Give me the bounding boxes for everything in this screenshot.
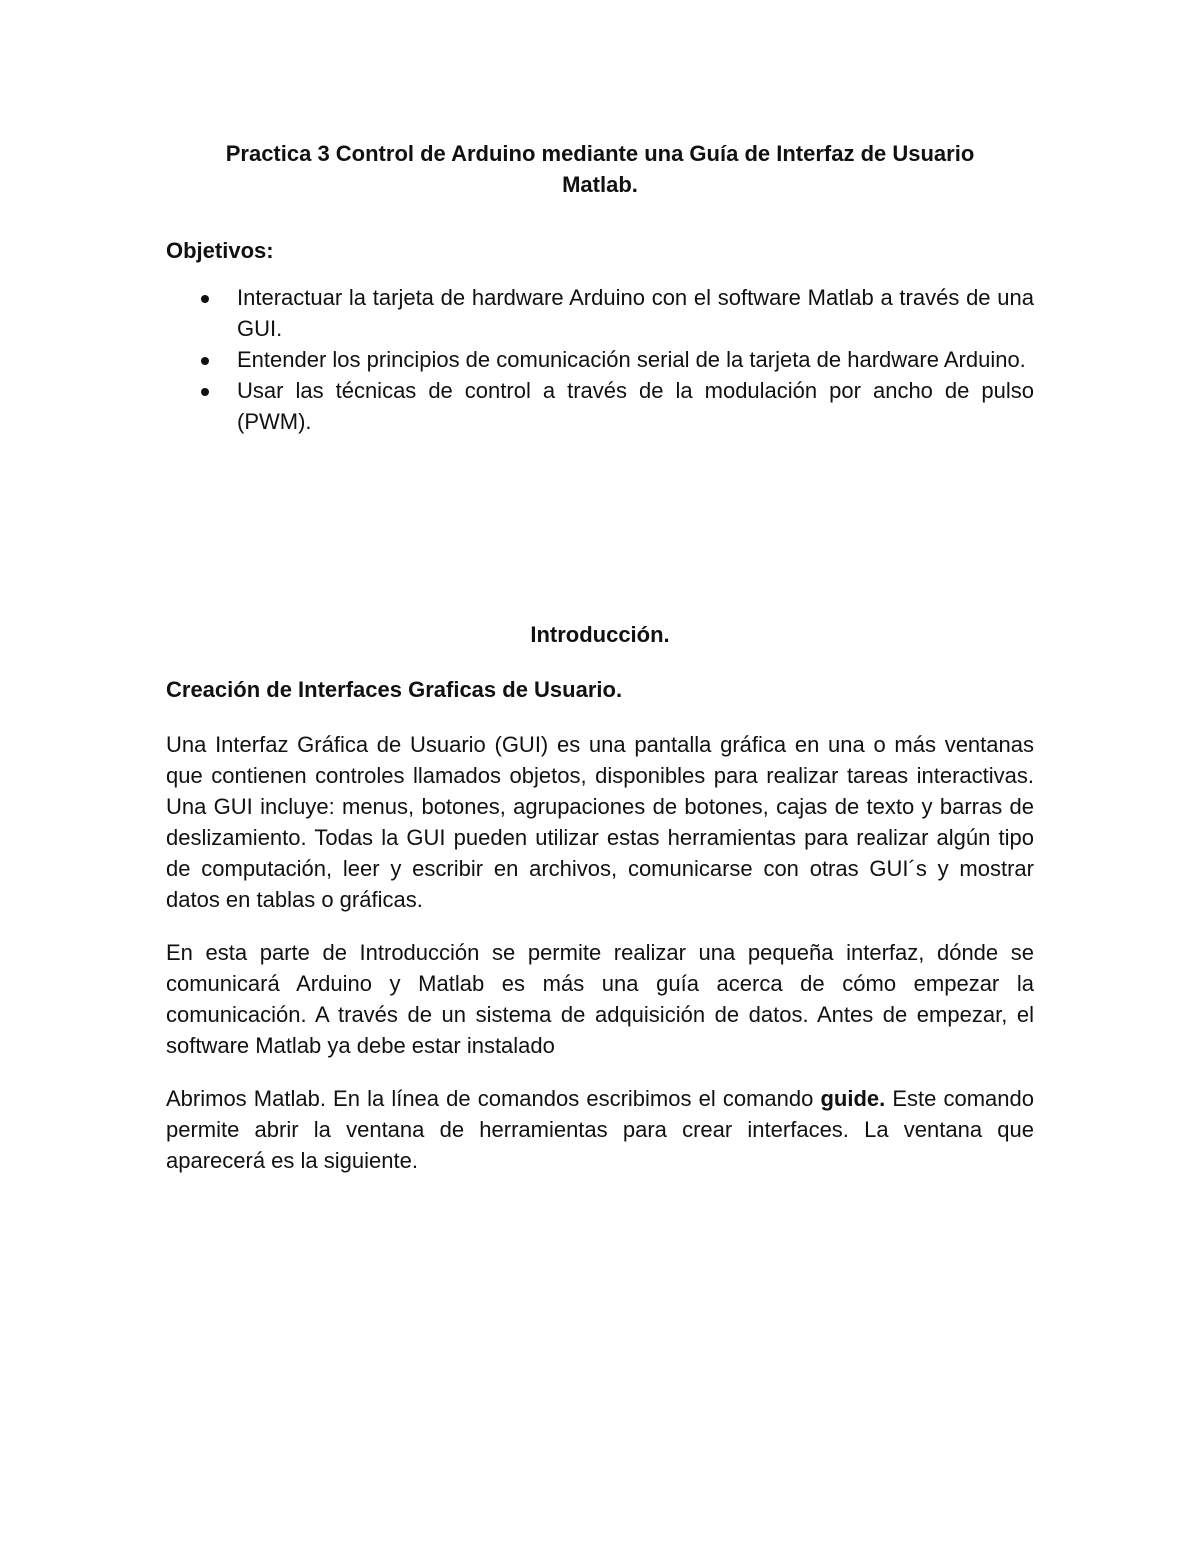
objective-item [166, 282, 1034, 344]
document-content [166, 138, 1034, 1176]
objectives-heading: Objetivos: [166, 238, 274, 263]
section-heading: Creación de Interfaces Graficas de Usuario. [166, 677, 623, 702]
paragraph-introduction: En esta parte de Introducción se permite realizar una pequeña interfaz, dónde se comunicará Arduino y Matlab es más una guía acerca de cómo empezar la comunicación. A través de un sistema de adquisición de datos. Antes de empezar, el software Matlab ya debe estar instalado [166, 940, 1034, 1058]
objective-item [166, 344, 1034, 375]
objective-text: Interactuar la tarjeta de hardware Arduino con el software Matlab a través de una GUI. [237, 285, 1034, 341]
paragraph-gui-definition: Una Interfaz Gráfica de Usuario (GUI) es una pantalla gráfica en una o más ventanas que contienen controles llamados objetos, disponibles para realizar tareas interactivas. Una GUI incluye: menus, botones, agrupaciones de botones, cajas de texto y barras de deslizamiento. Todas la GUI pueden utilizar estas herramientas para realizar algún tipo de computación, leer y escribir en archivos, comunicarse con otras GUI´s y mostrar datos en tablas o gráficas. [166, 732, 1034, 912]
paragraph-guide-command [166, 1083, 1034, 1176]
paragraph-guide-text-before: Abrimos Matlab. En la línea de comandos escribimos el comando [166, 1086, 821, 1111]
bullet-icon [201, 388, 209, 396]
bullet-icon [201, 295, 209, 303]
objectives-list [166, 282, 1034, 437]
objective-item [166, 375, 1034, 437]
guide-command-text: guide. [820, 1086, 886, 1111]
paragraph-guide-text-after: Este comando permite abrir la ventana de herramientas para crear interfaces. La ventana que aparecerá es la siguiente. [166, 1086, 1034, 1173]
bullet-icon [201, 357, 209, 365]
objective-text: Entender los principios de comunicación serial de la tarjeta de hardware Arduino. [237, 347, 1026, 372]
objective-text: Usar las técnicas de control a través de la modulación por ancho de pulso (PWM). [237, 378, 1034, 434]
document-title: Practica 3 Control de Arduino mediante una Guía de Interfaz de Usuario Matlab. [225, 141, 975, 197]
introduction-heading: Introducción. [530, 622, 670, 647]
